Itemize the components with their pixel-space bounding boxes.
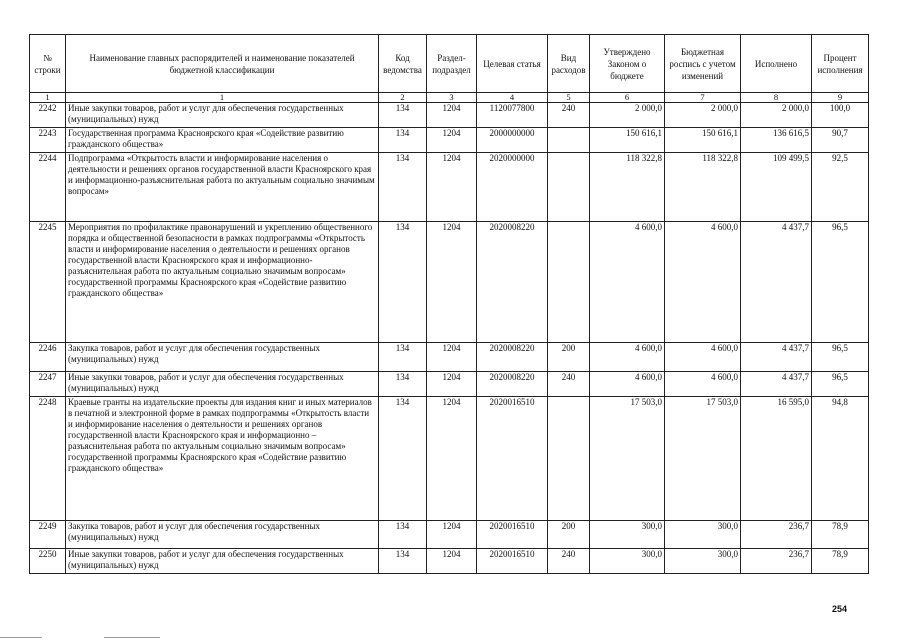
row-percent: 96,5 (812, 343, 869, 372)
row-name: Иные закупки товаров, работ и услуг для обеспечения государственных (муниципальных) нужд (66, 103, 379, 128)
header-target-article: Целевая статья (477, 35, 548, 93)
column-number: 1 (66, 93, 379, 103)
row-budget-schedule: 4 600,0 (665, 372, 741, 397)
header-department-code: Код ведомства (379, 35, 427, 93)
header-section: Раздел-подраздел (427, 35, 477, 93)
row-budget-schedule: 300,0 (665, 521, 741, 549)
row-expense-type (548, 397, 590, 521)
column-number: 1 (30, 93, 66, 103)
row-number: 2243 (30, 128, 66, 153)
header-budget-schedule: Бюджетная роспись с учетом изменений (665, 35, 741, 93)
row-section: 1204 (427, 397, 477, 521)
row-expense-type (548, 153, 590, 222)
header-row (30, 35, 869, 93)
row-executed: 2 000,0 (741, 103, 812, 128)
table-row (30, 397, 869, 521)
table-row (30, 222, 869, 343)
row-expense-type (548, 128, 590, 153)
row-department-code: 134 (379, 549, 427, 574)
row-name: Государственная программа Красноярского края «Содействие развитию гражданского общества» (66, 128, 379, 153)
column-number: 4 (477, 93, 548, 103)
row-name: Закупка товаров, работ и услуг для обеспечения государственных (муниципальных) нужд (66, 343, 379, 372)
row-executed: 109 499,5 (741, 153, 812, 222)
row-executed: 236,7 (741, 521, 812, 549)
table-row (30, 372, 869, 397)
column-number-row (30, 93, 869, 103)
row-executed: 4 437,7 (741, 372, 812, 397)
row-section: 1204 (427, 103, 477, 128)
row-department-code: 134 (379, 372, 427, 397)
column-number: 8 (741, 93, 812, 103)
budget-execution-table (29, 34, 869, 574)
table-row (30, 521, 869, 549)
column-number: 2 (379, 93, 427, 103)
row-percent: 100,0 (812, 103, 869, 128)
row-number: 2246 (30, 343, 66, 372)
row-section: 1204 (427, 222, 477, 343)
table-row (30, 103, 869, 128)
table-row (30, 343, 869, 372)
row-approved: 300,0 (590, 521, 665, 549)
row-target-article: 2020016510 (477, 549, 548, 574)
row-number: 2244 (30, 153, 66, 222)
column-number: 9 (812, 93, 869, 103)
column-number: 7 (665, 93, 741, 103)
row-percent: 96,5 (812, 222, 869, 343)
row-executed: 4 437,7 (741, 343, 812, 372)
row-target-article: 2020008220 (477, 222, 548, 343)
header-approved: Утверждено Законом о бюджете (590, 35, 665, 93)
row-number: 2247 (30, 372, 66, 397)
column-number: 5 (548, 93, 590, 103)
row-section: 1204 (427, 549, 477, 574)
row-budget-schedule: 17 503,0 (665, 397, 741, 521)
row-number: 2242 (30, 103, 66, 128)
row-approved: 17 503,0 (590, 397, 665, 521)
row-approved: 4 600,0 (590, 372, 665, 397)
column-number: 3 (427, 93, 477, 103)
row-section: 1204 (427, 521, 477, 549)
row-name: Иные закупки товаров, работ и услуг для обеспечения государственных (муниципальных) нужд (66, 372, 379, 397)
row-executed: 16 595,0 (741, 397, 812, 521)
row-department-code: 134 (379, 397, 427, 521)
header-executed: Исполнено (741, 35, 812, 93)
row-expense-type: 200 (548, 521, 590, 549)
row-target-article: 2000000000 (477, 128, 548, 153)
table-row (30, 549, 869, 574)
row-name: Иные закупки товаров, работ и услуг для обеспечения государственных (муниципальных) нужд (66, 549, 379, 574)
row-department-code: 134 (379, 343, 427, 372)
row-executed: 236,7 (741, 549, 812, 574)
row-number: 2248 (30, 397, 66, 521)
row-percent: 92,5 (812, 153, 869, 222)
row-section: 1204 (427, 128, 477, 153)
row-approved: 300,0 (590, 549, 665, 574)
row-approved: 4 600,0 (590, 222, 665, 343)
header-expense-type: Вид расходов (548, 35, 590, 93)
row-department-code: 134 (379, 103, 427, 128)
row-expense-type: 200 (548, 343, 590, 372)
budget-report-page (29, 34, 869, 574)
row-number: 2245 (30, 222, 66, 343)
row-target-article: 2020016510 (477, 397, 548, 521)
row-department-code: 134 (379, 153, 427, 222)
table-row (30, 153, 869, 222)
row-name: Закупка товаров, работ и услуг для обеспечения государственных (муниципальных) нужд (66, 521, 379, 549)
row-budget-schedule: 118 322,8 (665, 153, 741, 222)
row-section: 1204 (427, 343, 477, 372)
row-department-code: 134 (379, 222, 427, 343)
row-budget-schedule: 150 616,1 (665, 128, 741, 153)
row-section: 1204 (427, 153, 477, 222)
row-expense-type: 240 (548, 372, 590, 397)
table-row (30, 128, 869, 153)
row-number: 2250 (30, 549, 66, 574)
row-budget-schedule: 300,0 (665, 549, 741, 574)
scan-edge-line (0, 637, 42, 638)
row-approved: 4 600,0 (590, 343, 665, 372)
row-name: Краевые гранты на издательские проекты для издания книг и иных материалов в печатной и электронной форме в рамках подпрограммы «Открытость власти и информирование населения о деятельности и решениях органов государственной власти Красноярского края и информационно – разъяснительная работа по актуальным социально значимым вопросам» государственной программы Красноярского края «Содействие развитию гражданского общества» (66, 397, 379, 521)
row-target-article: 2020008220 (477, 372, 548, 397)
row-target-article: 2020008220 (477, 343, 548, 372)
header-name: Наименование главных распорядителей и наименование показателей бюджетной классификации (66, 35, 379, 93)
row-target-article: 2020000000 (477, 153, 548, 222)
row-percent: 78,9 (812, 521, 869, 549)
row-percent: 94,8 (812, 397, 869, 521)
page-number: 254 (832, 604, 848, 614)
row-section: 1204 (427, 372, 477, 397)
row-executed: 136 616,5 (741, 128, 812, 153)
row-expense-type (548, 222, 590, 343)
row-number: 2249 (30, 521, 66, 549)
row-approved: 150 616,1 (590, 128, 665, 153)
row-percent: 90,7 (812, 128, 869, 153)
row-department-code: 134 (379, 128, 427, 153)
row-budget-schedule: 4 600,0 (665, 222, 741, 343)
header-row-number: № строки (30, 35, 66, 93)
row-name: Подпрограмма «Открытость власти и информирование населения о деятельности и решениях органов государственной власти Красноярского края и информационно-разъяснительная работа по актуальным социально значимым вопросам» (66, 153, 379, 222)
row-approved: 2 000,0 (590, 103, 665, 128)
row-expense-type: 240 (548, 103, 590, 128)
row-expense-type: 240 (548, 549, 590, 574)
scan-edge-line (104, 637, 160, 638)
row-percent: 96,5 (812, 372, 869, 397)
row-approved: 118 322,8 (590, 153, 665, 222)
column-number: 6 (590, 93, 665, 103)
row-department-code: 134 (379, 521, 427, 549)
row-budget-schedule: 4 600,0 (665, 343, 741, 372)
row-target-article: 2020016510 (477, 521, 548, 549)
row-executed: 4 437,7 (741, 222, 812, 343)
header-percent: Процент исполнения (812, 35, 869, 93)
row-target-article: 1120077800 (477, 103, 548, 128)
row-name: Мероприятия по профилактике правонарушений и укреплению общественного порядка и общественной безопасности в рамках подпрограммы «Открытость власти и информирование населения о деятельности и решениях органов государственной власти Красноярского края и информационно-разъяснительная работа по актуальным социально значимым вопросам» государственной программы Красноярского края «Содействие развитию гражданского общества» (66, 222, 379, 343)
row-budget-schedule: 2 000,0 (665, 103, 741, 128)
row-percent: 78,9 (812, 549, 869, 574)
